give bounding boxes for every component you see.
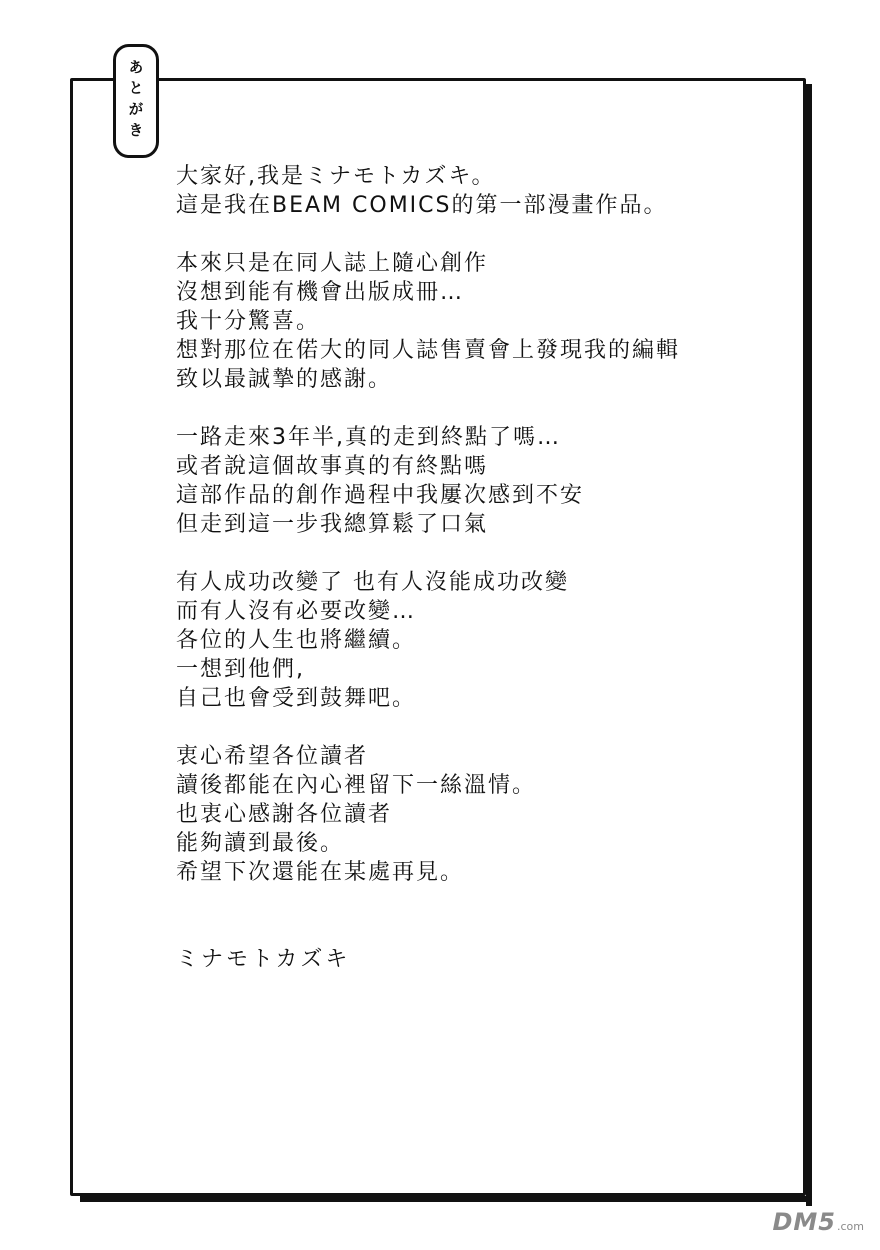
- page-shadow-bottom: [80, 1196, 812, 1202]
- text-line: 想對那位在偌大的同人誌售賣會上發現我的編輯: [176, 338, 681, 363]
- text-line: 本來只是在同人誌上隨心創作: [176, 251, 489, 276]
- afterword-body: [176, 162, 756, 916]
- watermark-logo-text: DM5: [772, 1208, 836, 1236]
- paragraph-origin: [176, 249, 756, 394]
- text-line: 但走到這一步我總算鬆了口氣: [176, 512, 489, 537]
- text-line: 這是我在BEAM COMICS的第一部漫畫作品。: [176, 193, 668, 218]
- afterword-tab-label: あとがき: [126, 59, 145, 143]
- afterword-tab: [113, 44, 159, 158]
- paragraph-change: [176, 568, 756, 713]
- text-line: 我十分驚喜。: [176, 309, 321, 334]
- text-line: 自己也會受到鼓舞吧。: [176, 686, 417, 711]
- text-line: 讀後都能在內心裡留下一絲溫情。: [176, 773, 537, 798]
- watermark-domain-suffix: .com: [837, 1220, 864, 1233]
- text-line: 大家好,我是ミナモトカズキ。: [176, 164, 496, 189]
- text-line: 能夠讀到最後。: [176, 831, 345, 856]
- text-line: 也衷心感謝各位讀者: [176, 802, 393, 827]
- text-line: 希望下次還能在某處再見。: [176, 860, 465, 885]
- page-shadow-right: [806, 84, 812, 1206]
- text-line: 有人成功改變了 也有人沒能成功改變: [176, 570, 569, 595]
- text-line: 一想到他們,: [176, 657, 305, 682]
- text-line: 衷心希望各位讀者: [176, 744, 369, 769]
- text-line: 而有人沒有必要改變…: [176, 599, 417, 624]
- text-line: 或者說這個故事真的有終點嗎: [176, 454, 489, 479]
- paragraph-journey: [176, 423, 756, 539]
- text-line: 致以最誠摯的感謝。: [176, 367, 393, 392]
- text-line: 這部作品的創作過程中我屢次感到不安: [176, 483, 585, 508]
- paragraph-greeting: [176, 162, 756, 220]
- text-line: 一路走來3年半,真的走到終點了嗎…: [176, 425, 561, 450]
- text-line: 各位的人生也將繼續。: [176, 628, 417, 653]
- text-line: 沒想到能有機會出版成冊…: [176, 280, 465, 305]
- author-signature: ミナモトカズキ: [176, 947, 351, 972]
- paragraph-thanks: [176, 742, 756, 887]
- site-watermark: [772, 1208, 864, 1236]
